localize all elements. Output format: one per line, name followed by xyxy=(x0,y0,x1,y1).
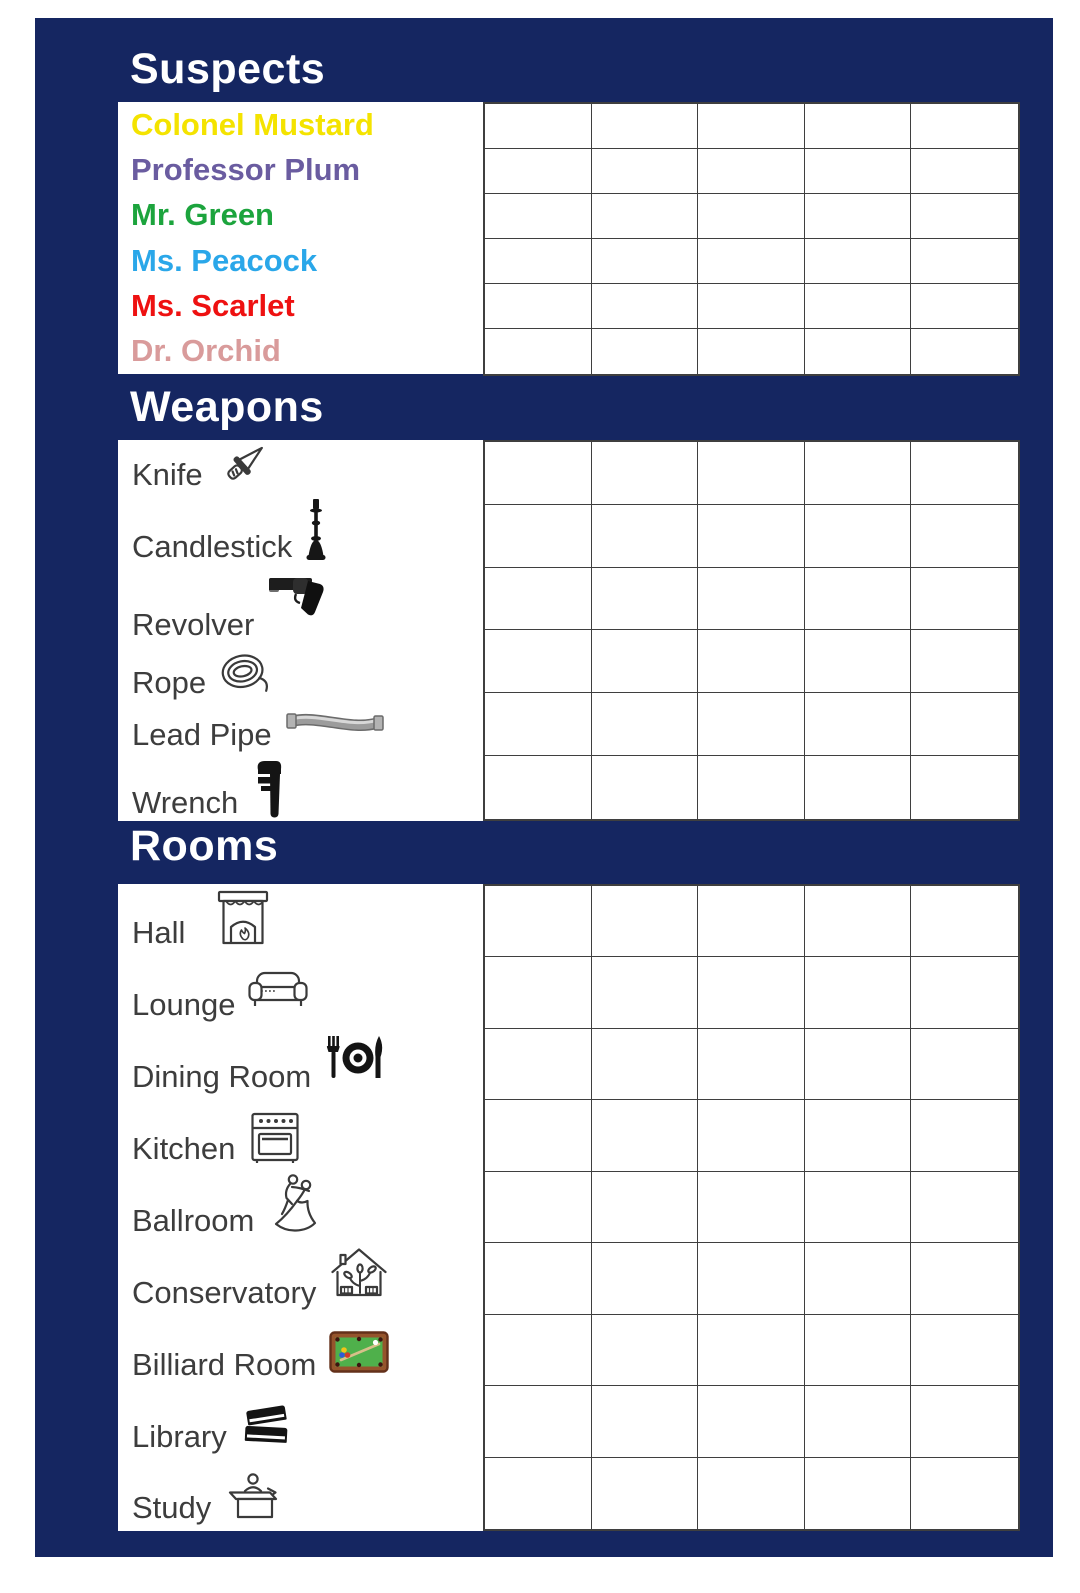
room-label: Dining Room xyxy=(132,1059,312,1095)
suspect-row xyxy=(118,102,483,147)
rooms-label-panel xyxy=(118,884,483,1531)
room-row xyxy=(118,884,483,956)
grid-cell[interactable] xyxy=(805,505,912,568)
grid-cell[interactable] xyxy=(698,442,805,505)
grid-cell[interactable] xyxy=(592,1386,699,1457)
room-row xyxy=(118,1459,483,1531)
grid-cell[interactable] xyxy=(592,1100,699,1171)
grid-cell[interactable] xyxy=(485,886,592,957)
grid-cell[interactable] xyxy=(485,104,592,149)
suspect-row xyxy=(118,283,483,328)
grid-cell[interactable] xyxy=(911,1243,1018,1314)
grid-cell[interactable] xyxy=(698,693,805,756)
grid-cell[interactable] xyxy=(485,756,592,819)
grid-cell[interactable] xyxy=(805,1458,912,1529)
sofa-icon xyxy=(248,970,308,1014)
room-row xyxy=(118,956,483,1028)
weapon-label: Knife xyxy=(132,457,203,493)
suspect-name: Professor Plum xyxy=(131,151,361,187)
grid-cell[interactable] xyxy=(911,693,1018,756)
grid-cell[interactable] xyxy=(485,284,592,329)
grid-cell[interactable] xyxy=(592,1315,699,1386)
suspect-name: Mr. Green xyxy=(131,197,274,233)
room-label: Ballroom xyxy=(132,1202,255,1238)
grid-cell[interactable] xyxy=(485,194,592,239)
grid-cell[interactable] xyxy=(911,1315,1018,1386)
rooms-section-title: Rooms xyxy=(130,822,279,870)
grid-cell[interactable] xyxy=(485,568,592,631)
grid-cell[interactable] xyxy=(698,1172,805,1243)
grid-cell[interactable] xyxy=(698,149,805,194)
grid-cell[interactable] xyxy=(592,194,699,239)
grid-cell[interactable] xyxy=(911,329,1018,374)
grid-cell[interactable] xyxy=(485,693,592,756)
grid-cell[interactable] xyxy=(485,329,592,374)
grid-cell[interactable] xyxy=(698,1386,805,1457)
grid-cell[interactable] xyxy=(911,630,1018,693)
grid-cell[interactable] xyxy=(805,756,912,819)
cutlery-icon xyxy=(324,1034,388,1080)
room-label: Hall xyxy=(132,915,186,951)
grid-cell[interactable] xyxy=(698,756,805,819)
grid-cell[interactable] xyxy=(911,568,1018,631)
grid-cell[interactable] xyxy=(485,442,592,505)
suspect-name: Ms. Peacock xyxy=(131,242,318,278)
grid-cell[interactable] xyxy=(698,886,805,957)
rope-icon xyxy=(219,648,269,698)
grid-cell[interactable] xyxy=(911,104,1018,149)
greenhouse-icon xyxy=(329,1245,389,1299)
grid-cell[interactable] xyxy=(911,239,1018,284)
candlestick-icon xyxy=(305,498,327,562)
grid-cell[interactable] xyxy=(698,1100,805,1171)
grid-cell[interactable] xyxy=(805,1315,912,1386)
grid-cell[interactable] xyxy=(805,1386,912,1457)
grid-cell[interactable] xyxy=(592,104,699,149)
weapon-label: Rope xyxy=(132,665,207,701)
grid-cell[interactable] xyxy=(698,1243,805,1314)
room-row xyxy=(118,1028,483,1100)
grid-cell[interactable] xyxy=(485,1029,592,1100)
room-row xyxy=(118,1243,483,1315)
weapons-section-title: Weapons xyxy=(130,383,324,431)
grid-cell[interactable] xyxy=(911,1100,1018,1171)
suspect-row xyxy=(118,147,483,192)
lead-pipe-icon xyxy=(285,706,385,736)
room-row xyxy=(118,1172,483,1244)
room-row xyxy=(118,1387,483,1459)
grid-cell[interactable] xyxy=(698,505,805,568)
grid-cell[interactable] xyxy=(911,1172,1018,1243)
books-icon xyxy=(240,1399,296,1449)
grid-cell[interactable] xyxy=(592,693,699,756)
grid-cell[interactable] xyxy=(592,886,699,957)
grid-cell[interactable] xyxy=(592,239,699,284)
grid-cell[interactable] xyxy=(485,957,592,1028)
grid-cell[interactable] xyxy=(805,1029,912,1100)
grid-cell[interactable] xyxy=(592,957,699,1028)
grid-cell[interactable] xyxy=(805,104,912,149)
room-label: Lounge xyxy=(132,987,236,1023)
grid-cell[interactable] xyxy=(592,568,699,631)
grid-cell[interactable] xyxy=(911,1029,1018,1100)
grid-cell[interactable] xyxy=(911,1458,1018,1529)
grid-cell[interactable] xyxy=(911,1386,1018,1457)
grid-cell[interactable] xyxy=(592,1458,699,1529)
room-label: Study xyxy=(132,1490,212,1526)
suspects-label-panel xyxy=(118,102,483,374)
weapon-label: Revolver xyxy=(132,607,255,643)
room-row xyxy=(118,1315,483,1387)
dancers-icon xyxy=(269,1173,327,1235)
grid-cell[interactable] xyxy=(805,239,912,284)
wrench-icon xyxy=(251,758,285,818)
grid-cell[interactable] xyxy=(911,194,1018,239)
weapon-row xyxy=(118,706,483,758)
grid-cell[interactable] xyxy=(805,1243,912,1314)
grid-cell[interactable] xyxy=(592,329,699,374)
grid-cell[interactable] xyxy=(805,149,912,194)
grid-cell[interactable] xyxy=(805,957,912,1028)
suspect-row xyxy=(118,193,483,238)
grid-cell[interactable] xyxy=(485,1386,592,1457)
weapons-grid xyxy=(483,440,1020,821)
grid-cell[interactable] xyxy=(485,1458,592,1529)
grid-cell[interactable] xyxy=(592,756,699,819)
grid-cell[interactable] xyxy=(485,149,592,194)
grid-cell[interactable] xyxy=(805,630,912,693)
grid-cell[interactable] xyxy=(698,284,805,329)
suspects-grid xyxy=(483,102,1020,376)
fireplace-icon xyxy=(216,890,270,946)
rooms-grid xyxy=(483,884,1020,1531)
weapon-row xyxy=(118,440,483,498)
detective-sheet-card xyxy=(35,18,1053,1557)
grid-cell[interactable] xyxy=(698,630,805,693)
grid-cell[interactable] xyxy=(485,505,592,568)
revolver-icon xyxy=(267,570,331,620)
weapons-label-panel xyxy=(118,440,483,821)
grid-cell[interactable] xyxy=(485,239,592,284)
suspect-row xyxy=(118,329,483,374)
grid-cell[interactable] xyxy=(485,1315,592,1386)
grid-cell[interactable] xyxy=(698,104,805,149)
grid-cell[interactable] xyxy=(911,505,1018,568)
billiard-table-icon xyxy=(329,1331,389,1373)
grid-cell[interactable] xyxy=(805,568,912,631)
weapon-label: Lead Pipe xyxy=(132,717,272,753)
grid-cell[interactable] xyxy=(485,1172,592,1243)
grid-cell[interactable] xyxy=(698,239,805,284)
grid-cell[interactable] xyxy=(592,1243,699,1314)
weapon-row xyxy=(118,758,483,826)
desk-icon xyxy=(224,1473,282,1521)
grid-cell[interactable] xyxy=(805,1100,912,1171)
stove-icon xyxy=(248,1106,302,1164)
grid-cell[interactable] xyxy=(805,329,912,374)
grid-cell[interactable] xyxy=(698,957,805,1028)
grid-cell[interactable] xyxy=(485,1243,592,1314)
grid-cell[interactable] xyxy=(592,442,699,505)
room-label: Kitchen xyxy=(132,1131,236,1167)
grid-cell[interactable] xyxy=(911,957,1018,1028)
suspect-name: Colonel Mustard xyxy=(131,106,374,142)
weapon-row xyxy=(118,570,483,648)
grid-cell[interactable] xyxy=(805,194,912,239)
grid-cell[interactable] xyxy=(698,1029,805,1100)
grid-cell[interactable] xyxy=(911,149,1018,194)
grid-cell[interactable] xyxy=(592,149,699,194)
grid-cell[interactable] xyxy=(805,442,912,505)
knife-icon xyxy=(216,440,272,488)
grid-cell[interactable] xyxy=(805,693,912,756)
grid-cell[interactable] xyxy=(592,1172,699,1243)
grid-cell[interactable] xyxy=(911,756,1018,819)
weapon-label: Wrench xyxy=(132,785,239,821)
grid-cell[interactable] xyxy=(592,505,699,568)
room-label: Billiard Room xyxy=(132,1346,317,1382)
room-label: Library xyxy=(132,1418,227,1454)
room-label: Conservatory xyxy=(132,1274,317,1310)
grid-cell[interactable] xyxy=(698,1458,805,1529)
suspect-name: Ms. Scarlet xyxy=(131,287,295,323)
grid-cell[interactable] xyxy=(592,1029,699,1100)
grid-cell[interactable] xyxy=(592,630,699,693)
grid-cell[interactable] xyxy=(698,1315,805,1386)
weapon-label: Candlestick xyxy=(132,529,293,565)
grid-cell[interactable] xyxy=(805,886,912,957)
grid-cell[interactable] xyxy=(485,1100,592,1171)
grid-cell[interactable] xyxy=(698,568,805,631)
grid-cell[interactable] xyxy=(592,284,699,329)
suspect-row xyxy=(118,238,483,283)
grid-cell[interactable] xyxy=(485,630,592,693)
suspects-section-title: Suspects xyxy=(130,45,326,93)
room-row xyxy=(118,1100,483,1172)
grid-cell[interactable] xyxy=(911,284,1018,329)
grid-cell[interactable] xyxy=(805,284,912,329)
suspect-name: Dr. Orchid xyxy=(131,333,281,369)
grid-cell[interactable] xyxy=(911,442,1018,505)
weapon-row xyxy=(118,648,483,706)
grid-cell[interactable] xyxy=(698,329,805,374)
grid-cell[interactable] xyxy=(805,1172,912,1243)
grid-cell[interactable] xyxy=(698,194,805,239)
weapon-row xyxy=(118,498,483,570)
grid-cell[interactable] xyxy=(911,886,1018,957)
